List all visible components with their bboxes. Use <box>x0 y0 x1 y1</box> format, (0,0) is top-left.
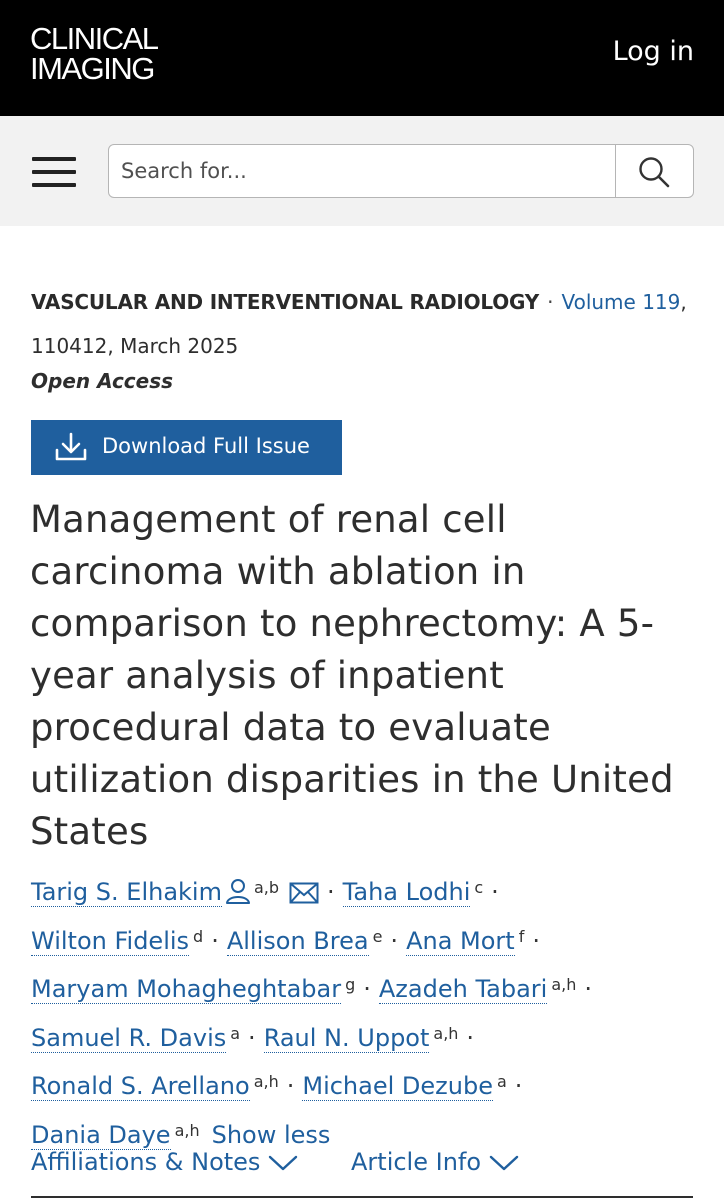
article-info-label: Article Info <box>351 1148 482 1176</box>
download-button-label: Download Full Issue <box>102 434 310 458</box>
author-name[interactable]: Raul N. Uppot <box>263 1023 430 1052</box>
search-input[interactable] <box>108 144 616 198</box>
section-name: VASCULAR AND INTERVENTIONAL RADIOLOGY <box>31 290 540 314</box>
download-icon <box>54 432 88 462</box>
author-affiliation: a,h <box>253 1072 279 1091</box>
author-affiliation: a,h <box>174 1120 200 1140</box>
search-button[interactable] <box>615 144 694 198</box>
author-affiliation: d <box>193 926 204 946</box>
author-name[interactable]: Ronald S. Arellano <box>31 1072 250 1100</box>
breadcrumb-separator: · <box>547 290 554 314</box>
show-less-link[interactable]: Show less <box>211 1120 331 1149</box>
author-affiliation: c <box>474 878 484 897</box>
issue-info: , 110412, March 2025 <box>31 290 687 358</box>
author-list: Tarig S. Elhakim $^{a,b}$ · Taha Lodhi $^c$ · Wilton Fidelis $^d$ · Allison Brea $^e$ · Ana Mort $^f$ · Maryam Mohagheghtabar $^g$ · Azadeh Tabari $^{a,h}$ · Samuel R. Davis $^a$ · Raul N. Uppot $^{a,h}$ · Ronald S. Arellano $^{a,h}$ · Michael Dezube $^a$ · Dania Daye $^{a,h}$ Show less <box>31 878 592 1149</box>
author-name[interactable]: Michael Dezube <box>302 1072 493 1100</box>
affiliations-notes-label: Affiliations & Notes <box>31 1148 261 1176</box>
author-name[interactable]: Allison Brea <box>226 926 369 955</box>
article-info-toggle[interactable] <box>351 1148 519 1176</box>
author-name[interactable]: Maryam Mohagheghtabar <box>31 975 342 1003</box>
article-title: Management of renal cell carcinoma with ablation in comparison to nephrectomy: A 5-year analysis of inpatient procedural data to evaluate utilization disparities in the United States <box>30 498 674 853</box>
author-affiliation: a,h <box>433 1023 459 1043</box>
author-name[interactable]: Wilton Fidelis <box>31 926 190 955</box>
author-affiliation: a,h <box>551 975 577 994</box>
mail-icon[interactable] <box>289 882 319 904</box>
chevron-down-icon <box>489 1154 519 1172</box>
author-affiliation: a,b <box>253 878 280 897</box>
open-access-label: Open Access <box>31 369 174 393</box>
person-icon[interactable] <box>226 878 250 904</box>
author-affiliation: e <box>372 926 383 946</box>
author-affiliation: a <box>496 1072 507 1091</box>
author-name[interactable]: Samuel R. Davis <box>31 1023 227 1052</box>
search-icon <box>638 156 672 188</box>
menu-icon[interactable] <box>32 157 76 187</box>
author-name[interactable]: Tarig S. Elhakim <box>31 878 222 906</box>
chevron-down-icon <box>268 1154 298 1172</box>
section-divider <box>31 1196 693 1198</box>
logo-line-2: IMAGING <box>30 51 154 86</box>
volume-link[interactable]: Volume 119 <box>561 290 681 314</box>
author-name[interactable]: Azadeh Tabari <box>378 975 548 1003</box>
author-affiliation: f <box>518 926 525 946</box>
login-link[interactable]: Log in <box>612 36 694 67</box>
breadcrumb <box>31 280 701 368</box>
download-full-issue-button[interactable] <box>31 420 342 475</box>
logo-line-1: CLINICAL <box>30 21 158 56</box>
affiliations-notes-toggle[interactable] <box>31 1148 298 1176</box>
journal-logo[interactable] <box>30 21 158 86</box>
author-name[interactable]: Taha Lodhi <box>342 878 471 906</box>
author-affiliation: a <box>230 1023 241 1043</box>
author-affiliation: g <box>345 975 356 994</box>
author-name[interactable]: Dania Daye <box>31 1120 171 1149</box>
author-name[interactable]: Ana Mort <box>406 926 515 955</box>
top-bar <box>0 0 724 116</box>
